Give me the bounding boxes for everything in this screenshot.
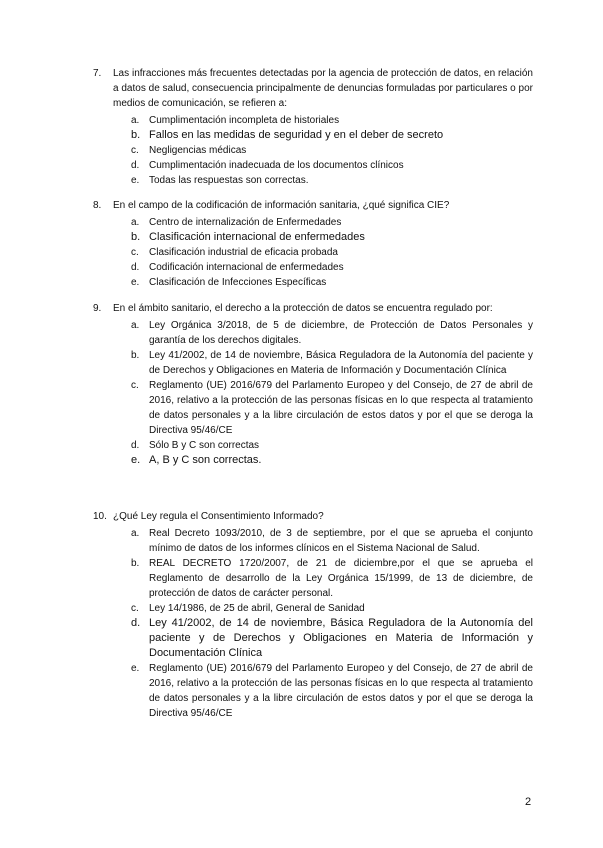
option-b: b. Clasificación internacional de enfermedades (131, 231, 365, 243)
option-e: e. Clasificación de Infecciones Específicas (131, 277, 327, 288)
option-a: a. Real Decreto 1093/2010, de 3 de septiembre, por el que se aprueba el conjunto mínimo de datos de los informes clínicos en el Sistema Nacional de Salud. (131, 528, 533, 554)
option-c: c. Reglamento (UE) 2016/679 del Parlamento Europeo y del Consejo, de 27 de abril de 2016, relativo a la protección de las personas físicas en lo que respecta al tratamiento de datos personales y a la libre circulación de estos datos y por el que se deroga la Directiva 95/46/CE (131, 380, 533, 436)
options-list (93, 318, 533, 468)
option-e: e. Todas las respuestas son correctas. (131, 175, 309, 186)
question-9 (93, 301, 533, 468)
option-d: d. Codificación internacional de enfermedades (131, 262, 344, 273)
option-d: d. Sólo B y C son correctas (131, 440, 260, 451)
options-list (93, 215, 533, 290)
page-number: 2 (525, 796, 532, 808)
options-list (93, 526, 533, 721)
question-text: En el ámbito sanitario, el derecho a la protección de datos se encuentra regulado por: (113, 303, 493, 314)
option-c: c. Ley 14/1986, de 25 de abril, General de Sanidad (131, 603, 365, 614)
question-text: ¿Qué Ley regula el Consentimiento Informado? (113, 511, 324, 522)
option-c: c. Negligencias médicas (131, 145, 247, 156)
options-list (93, 113, 533, 188)
option-e: e. Reglamento (UE) 2016/679 del Parlamento Europeo y del Consejo, de 27 de abril de 2016, relativo a la protección de las personas físicas en lo que respecta al tratamiento de datos personales y a la libre circulación de estos datos y por el que se deroga la Directiva 95/46/CE (131, 663, 533, 719)
question-7 (93, 66, 533, 188)
option-c: c. Clasificación industrial de eficacia probada (131, 247, 338, 258)
question-text: Las infracciones más frecuentes detectadas por la agencia de protección de datos, en relación a datos de salud, consecuencia principalmente de denuncias formuladas por particulares o por medios de comunicación, se refieren a: (113, 68, 533, 109)
question-10 (93, 509, 533, 721)
option-b: b. Ley 41/2002, de 14 de noviembre, Básica Reguladora de la Autonomía del paciente y de Derechos y Obligaciones en Materia de Información y Documentación Clínica (131, 350, 533, 376)
question-text: En el campo de la codificación de información sanitaria, ¿qué significa CIE? (113, 200, 450, 211)
option-d: d. Ley 41/2002, de 14 de noviembre, Básica Reguladora de la Autonomía del paciente y de Derechos y Obligaciones en Materia de Información y Documentación Clínica (131, 617, 533, 659)
option-b: b. REAL DECRETO 1720/2007, de 21 de diciembre,por el que se aprueba el Reglamento de desarrollo de la Ley Orgánica 15/1999, de 13 de diciembre, de protección de datos de carácter personal. (131, 558, 533, 599)
option-b: b. Fallos en las medidas de seguridad y en el deber de secreto (131, 129, 444, 141)
question-number: 10. (93, 511, 107, 522)
question-number: 7. (93, 68, 102, 79)
option-a: a. Cumplimentación incompleta de historiales (131, 115, 340, 126)
question-number: 8. (93, 200, 102, 211)
option-a: a. Ley Orgánica 3/2018, de 5 de diciembre, de Protección de Datos Personales y garantía de los derechos digitales. (131, 320, 533, 346)
question-number: 9. (93, 303, 102, 314)
option-d: d. Cumplimentación inadecuada de los documentos clínicos (131, 160, 404, 171)
option-e: e. A, B y C son correctas. (131, 454, 262, 466)
option-a: a. Centro de internalización de Enfermedades (131, 217, 342, 228)
question-8 (93, 198, 533, 290)
